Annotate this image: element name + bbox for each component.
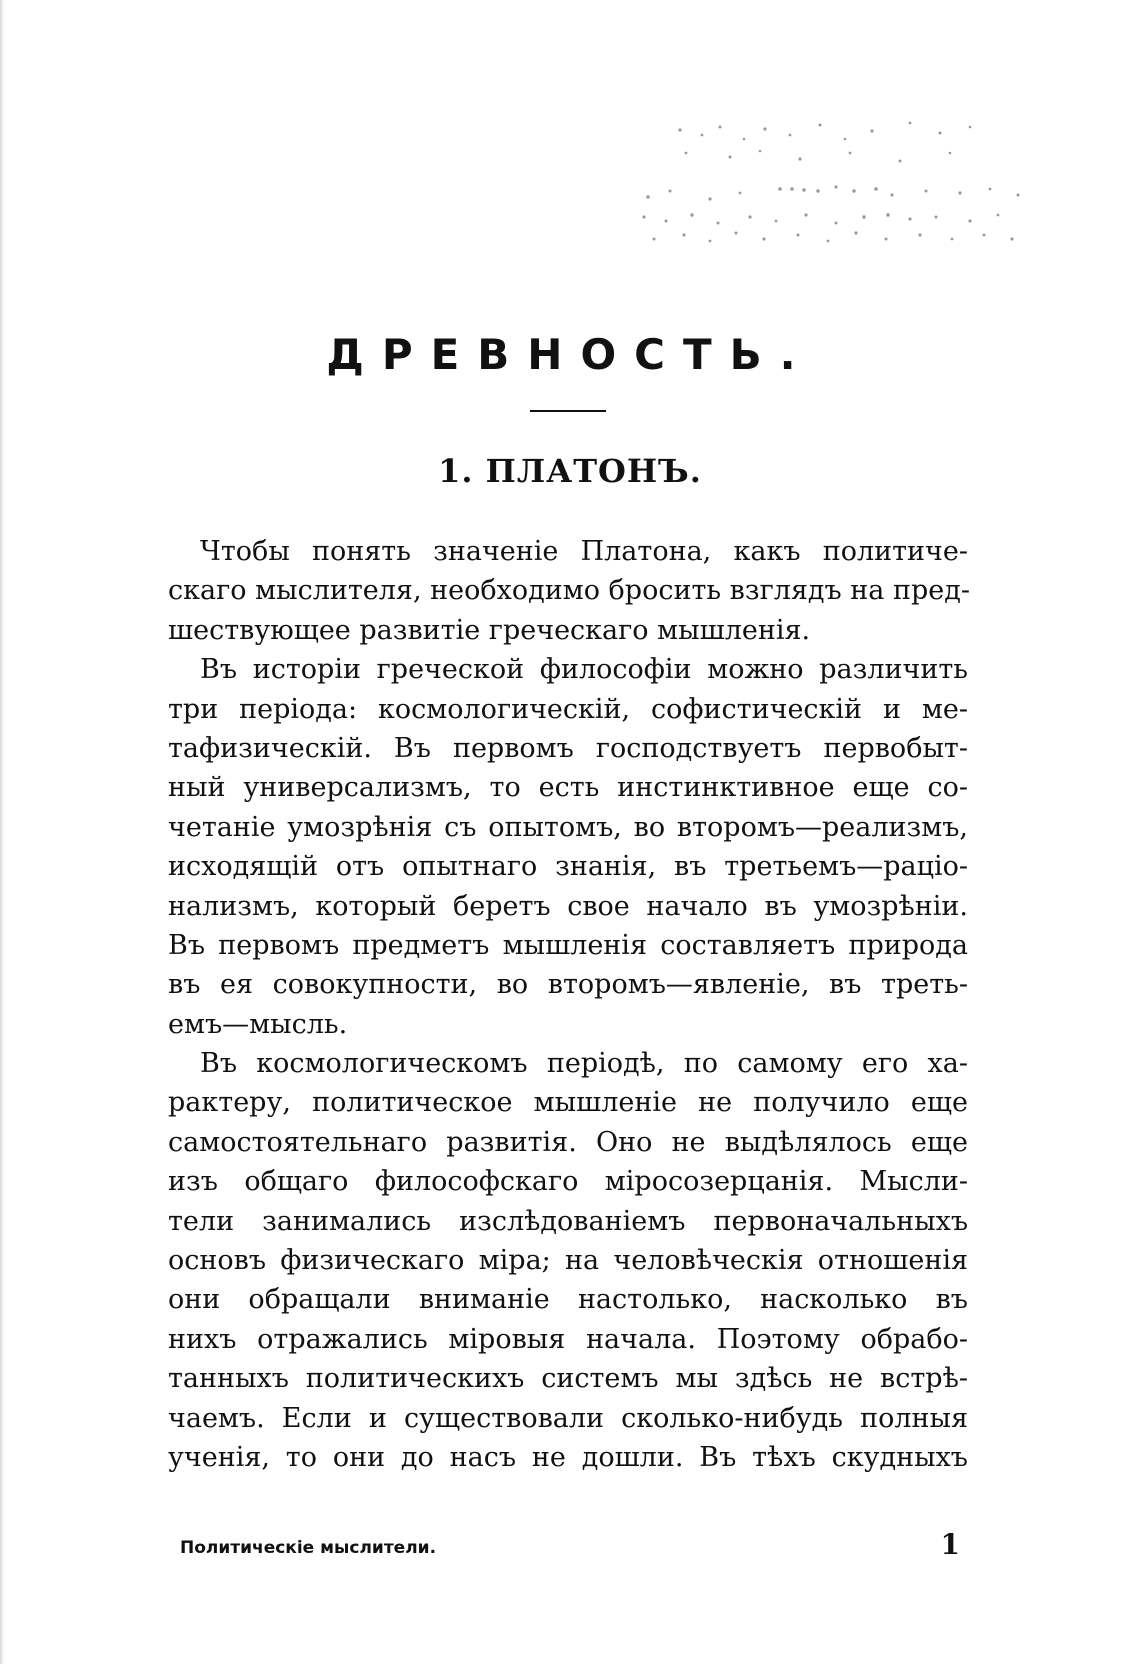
body-text <box>168 532 968 1477</box>
bleed-through-marks <box>640 105 1060 255</box>
text-line: рактеру, политическое мышленіе не получило еще <box>168 1087 968 1119</box>
paragraph-3 <box>168 1044 968 1477</box>
paragraph-2 <box>168 650 968 1044</box>
text-line: самостоятельнаго развитія. Оно не выдѣлялось еще <box>168 1126 968 1158</box>
title-rule <box>530 410 606 412</box>
text-line: изъ общаго философскаго міросозерцанія. Мысли- <box>168 1166 968 1198</box>
page-footer <box>180 1528 960 1568</box>
text-line: ный универсализмъ, то есть инстинктивное еще со- <box>168 772 968 804</box>
text-line: четаніе умозрѣнія съ опытомъ, во второмъ—реализмъ, <box>168 811 968 843</box>
text-line: шествующее развитіе греческаго мышленія. <box>168 614 811 646</box>
text-line: скаго мыслителя, необходимо бросить взглядъ на пред- <box>168 575 970 607</box>
text-line: исходящій отъ опытнаго знанія, въ третьемъ—раціо- <box>168 851 968 883</box>
paragraph-1 <box>168 532 968 650</box>
text-line: въ ея совокупности, во второмъ—явленіе, въ треть- <box>168 969 968 1001</box>
text-line: три періода: космологическій, софистическій и ме- <box>168 693 968 725</box>
scan-edge-shadow <box>0 0 4 1664</box>
text-line: тели занимались изслѣдованіемъ первоначальныхъ <box>168 1205 968 1237</box>
text-line: основъ физическаго міра; на человѣческія отношенія <box>168 1245 968 1277</box>
text-line: Въ космологическомъ періодѣ, по самому его ха- <box>200 1048 968 1080</box>
text-line: нализмъ, который беретъ свое начало въ умозрѣніи. <box>168 890 968 922</box>
running-title: Политическіе мыслители. <box>180 1538 437 1558</box>
text-line: Чтобы понять значеніе Платона, какъ политиче- <box>200 536 968 567</box>
chapter-title: ДРЕВНОСТЬ. <box>326 330 814 379</box>
text-line: емъ—мысль. <box>168 1008 348 1040</box>
text-line: ученія, то они до насъ не дошли. Въ тѣхъ скудныхъ <box>168 1441 968 1473</box>
text-line: чаемъ. Если и существовали сколько-нибудь полныя <box>168 1402 968 1434</box>
text-line: тафизическій. Въ первомъ господствуетъ первобыт- <box>168 732 968 764</box>
page-number: 1 <box>940 1528 960 1561</box>
section-title: 1. ПЛАТОНЪ. <box>438 452 702 490</box>
text-line: нихъ отражались міровыя начала. Поэтому обрабо- <box>168 1323 968 1355</box>
text-line: танныхъ политическихъ системъ мы здѣсь не встрѣ- <box>168 1363 968 1395</box>
text-line: они обращали вниманіе настолько, насколько въ <box>168 1284 968 1316</box>
text-line: Въ первомъ предметъ мышленія составляетъ природа <box>168 929 968 961</box>
text-line: Въ исторіи греческой философіи можно различить <box>200 654 968 686</box>
